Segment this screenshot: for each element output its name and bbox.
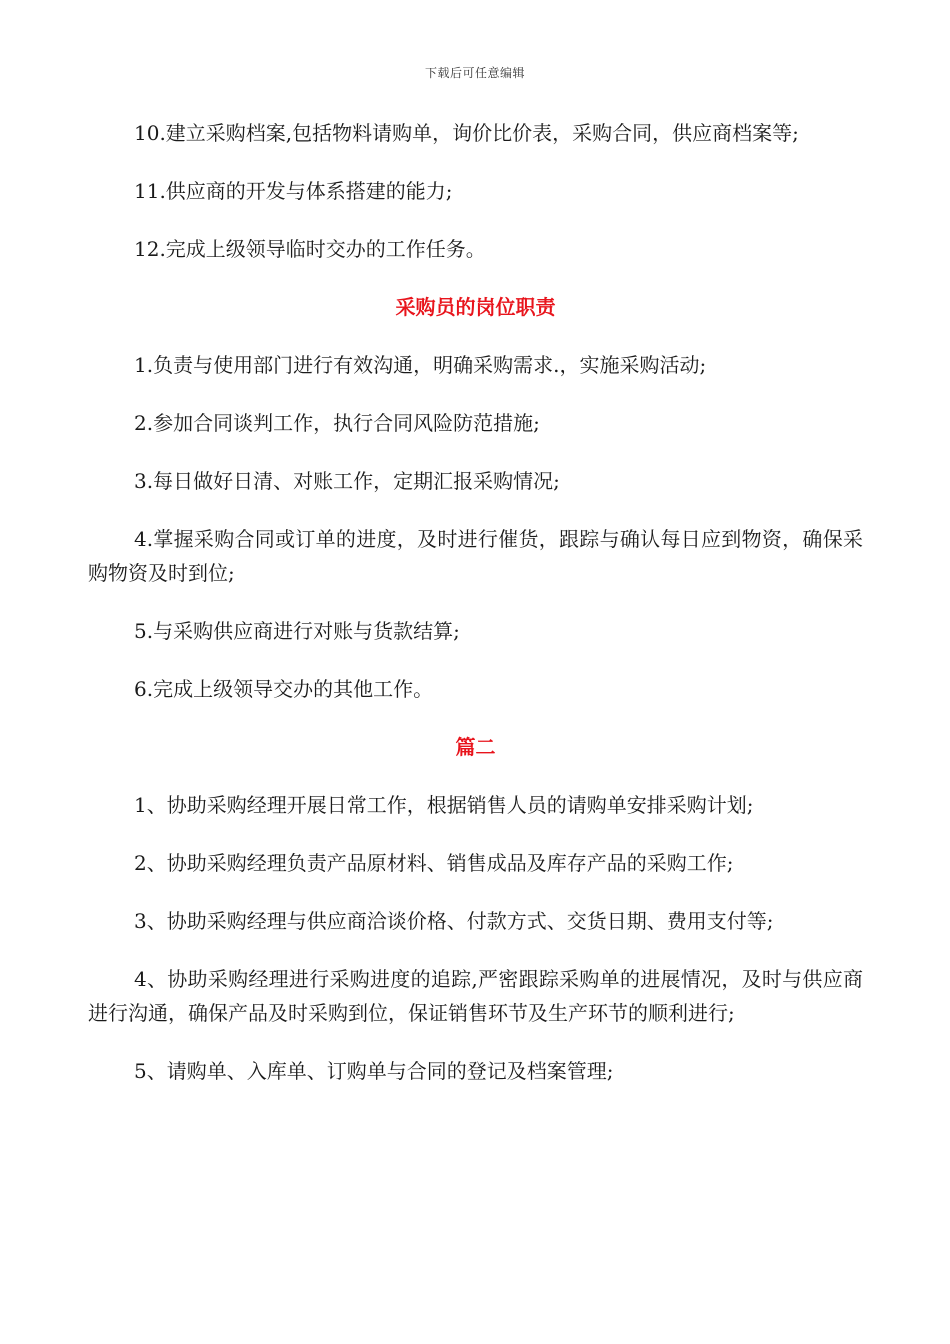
buyer-duty-4: 4.掌握采购合同或订单的进度，及时进行催货，跟踪与确认每日应到物资，确保采购物资及时到位; — [88, 527, 863, 585]
paragraph-item-12: 12.完成上级领导临时交办的工作任务。 — [134, 237, 486, 261]
document-body — [88, 116, 863, 1112]
buyer-duty-5: 5.与采购供应商进行对账与货款结算; — [134, 619, 460, 643]
paragraph-item-11: 11.供应商的开发与体系搭建的能力; — [134, 179, 453, 203]
part-two-item-1: 1、协助采购经理开展日常工作，根据销售人员的请购单安排采购计划; — [134, 793, 754, 817]
part-two-item-4: 4、协助采购经理进行采购进度的追踪,严密跟踪采购单的进展情况，及时与供应商进行沟通，确保产品及时采购到位，保证销售环节及生产环节的顺利进行; — [88, 967, 863, 1025]
buyer-duty-3: 3.每日做好日清、对账工作，定期汇报采购情况; — [134, 469, 560, 493]
buyer-duty-6: 6.完成上级领导交办的其他工作。 — [134, 677, 434, 701]
section-heading-buyer-duties: 采购员的岗位职责 — [395, 295, 556, 319]
buyer-duty-2: 2.参加合同谈判工作，执行合同风险防范措施; — [134, 411, 540, 435]
buyer-duty-1: 1.负责与使用部门进行有效沟通，明确采购需求.，实施采购活动; — [134, 353, 707, 377]
header-note: 下载后可任意编辑 — [424, 66, 525, 80]
paragraph-item-10: 10.建立采购档案,包括物料请购单，询价比价表，采购合同，供应商档案等; — [134, 121, 799, 145]
part-two-item-3: 3、协助采购经理与供应商洽谈价格、付款方式、交货日期、费用支付等; — [134, 909, 774, 933]
part-two-item-5: 5、请购单、入库单、订购单与合同的登记及档案管理; — [134, 1059, 614, 1083]
part-two-item-2: 2、协助采购经理负责产品原材料、销售成品及库存产品的采购工作; — [134, 851, 734, 875]
section-heading-part-two: 篇二 — [455, 735, 496, 759]
